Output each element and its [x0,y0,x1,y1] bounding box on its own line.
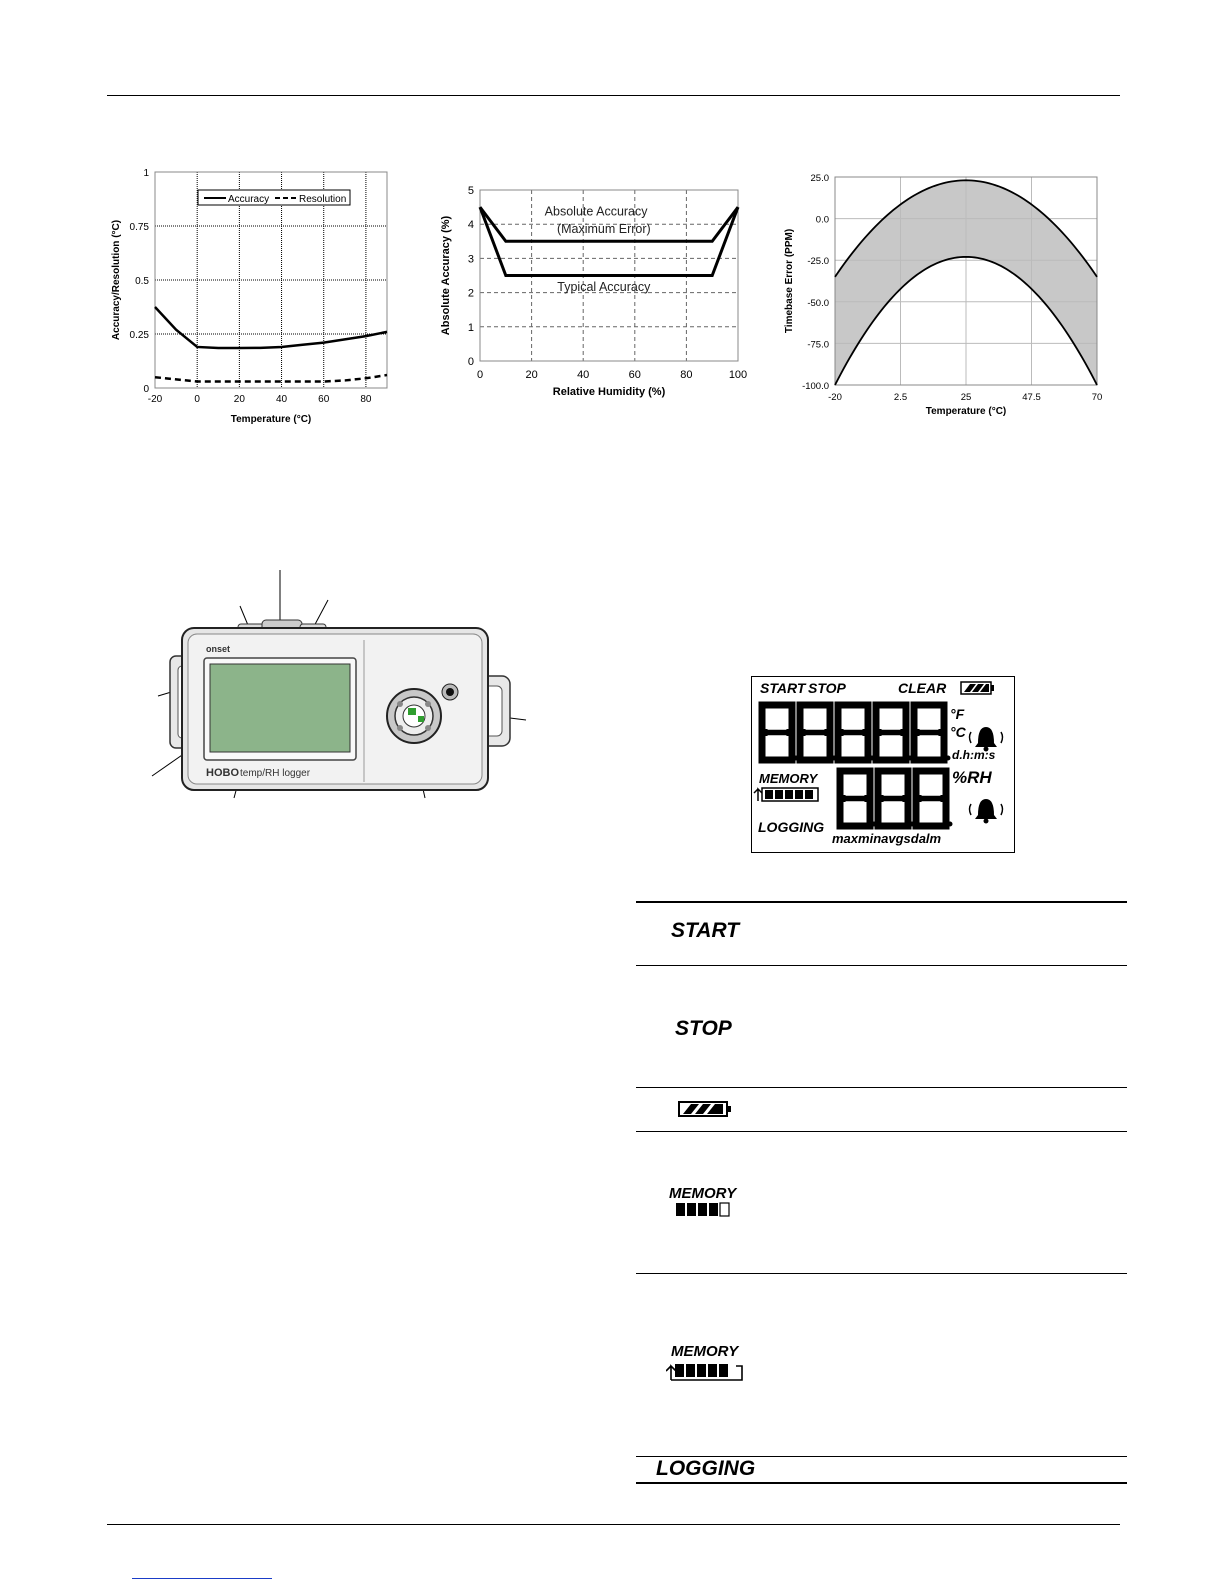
lcd-digit [914,705,951,761]
symbol-memory-wrap: MEMORY [671,1343,739,1360]
table-rule [636,1273,1127,1274]
lcd-segment-gap [768,736,785,754]
temperature-accuracy-chart [105,160,405,435]
annotation-typical: Typical Accuracy [557,279,651,294]
y-tick-label: 0.0 [815,214,829,226]
legend-label: Accuracy [228,194,270,205]
x-tick-label: 2.5 [893,392,908,403]
y-tick-label: 5 [467,185,474,197]
device-brand: onset [206,644,231,654]
lcd-segment-gap [768,711,785,729]
x-tick-label: 80 [360,394,372,405]
device-illustration [150,568,540,803]
y-tick-label: -50.0 [807,297,829,309]
lcd-unit-f: °F [950,706,965,722]
lcd-unit-c: °C [950,724,966,740]
symbol-start: START [671,919,740,942]
lcd-stop: STOP [808,680,846,696]
lcd-segment-gap [846,802,863,820]
lcd-digit [838,705,875,761]
footer-rule [107,1524,1120,1525]
lcd-dhms: d.h:m:s [952,748,996,762]
symbol-memory: MEMORY [669,1185,737,1202]
lcd-segment-gap [884,777,901,795]
x-tick-label: 80 [680,369,693,381]
x-axis-label: Temperature (°C) [925,406,1007,417]
footer-link[interactable] [132,1578,272,1579]
x-tick-label: 0 [194,394,200,405]
x-tick-label: 60 [628,369,641,381]
y-tick-label: 2 [467,287,474,300]
y-axis-label: Accuracy/Resolution (°C) [111,219,122,341]
y-tick-label: 25.0 [810,173,829,184]
memory-bar-icon [675,1201,735,1219]
accuracy-line [155,307,387,348]
x-tick-label: 40 [275,394,288,405]
x-tick-label: 40 [577,369,590,381]
x-tick-label: 0 [476,369,484,381]
table-rule [636,1087,1127,1088]
x-tick-label: -20 [147,394,163,405]
y-axis-label: Absolute Accuracy (%) [440,215,452,336]
y-tick-label: 0 [143,384,149,395]
x-tick-label: 70 [1091,392,1103,403]
table-rule-bottom [636,1482,1127,1484]
lcd-segment-gap [920,711,937,729]
lcd-stats: maxminavgsdalm [832,831,942,846]
symbol-stop: STOP [675,1017,732,1040]
timebase-error-chart [780,165,1110,430]
legend-label: Resolution [299,194,347,205]
y-tick-label: 0.75 [129,222,149,233]
lcd-segment-gap [844,711,861,729]
device-model: HOBO [206,767,239,779]
symbol-logging: LOGGING [656,1457,756,1480]
lcd-segment-gap [806,711,823,729]
lcd-digits [762,705,953,827]
rh-accuracy-chart [435,180,755,415]
lcd-alarm-bell-icon-2 [970,799,1003,824]
lcd-digit [876,705,913,761]
y-axis-label: Timebase Error (PPM) [784,228,795,334]
y-tick-label: -25.0 [807,256,829,268]
lcd-digit [840,771,877,827]
lcd-segment-gap [806,736,823,754]
lcd-segment-gap [920,736,937,754]
lcd-segment-gap [882,711,899,729]
battery-icon [678,1100,734,1118]
lcd-logging: LOGGING [758,819,825,835]
lcd-battery-icon [961,682,994,694]
x-axis-label: Relative Humidity (%) [552,386,666,398]
x-axis-label: Temperature (°C) [230,414,312,425]
resolution-line [155,375,387,381]
lcd-memory-bar-icon [754,788,818,801]
y-tick-label: 0.5 [135,276,149,287]
lcd-decimal-point [948,822,953,827]
device-model-sub: temp/RH logger [240,768,311,779]
x-tick-label: 60 [318,394,330,405]
annotation-max-error: (Maximum Error) [556,221,651,236]
lcd-digit [762,705,799,761]
lcd-decimal-point [946,756,951,761]
lcd-segment-gap [844,736,861,754]
lcd-memory: MEMORY [759,771,818,786]
lcd-segment-gap [846,777,863,795]
table-rule-top [636,901,1127,903]
lcd-clear: CLEAR [898,680,947,696]
lcd-segment-gap [884,802,901,820]
lcd-start: START [760,680,806,696]
y-tick-label: 3 [467,253,474,266]
x-tick-label: 25 [960,392,972,403]
annotation-absolute: Absolute Accuracy [544,204,648,219]
y-tick-label: -75.0 [807,339,829,351]
x-tick-label: 100 [728,369,748,381]
x-tick-label: 47.5 [1022,392,1041,403]
y-tick-label: 4 [467,219,474,232]
y-tick-label: 1 [143,168,149,179]
lcd-digit [878,771,915,827]
x-tick-label: -20 [828,392,842,403]
y-tick-label: 1 [467,321,474,334]
x-tick-label: 20 [525,369,538,381]
y-tick-label: -100.0 [802,381,829,392]
header-rule [107,95,1120,96]
x-tick-label: 20 [233,394,245,405]
y-tick-label: 0.25 [129,330,149,341]
lcd-segment-gap [882,736,899,754]
y-tick-label: 0 [467,356,474,368]
lcd-digit [800,705,837,761]
lcd-segment-gap [922,802,939,820]
lcd-panel [751,676,1015,853]
table-rule [636,1131,1127,1132]
lcd-segment-gap [922,777,939,795]
lcd-rh: %RH [952,768,992,787]
table-rule [636,965,1127,966]
lcd-digit [916,771,953,827]
memory-wrap-icon [666,1360,746,1384]
